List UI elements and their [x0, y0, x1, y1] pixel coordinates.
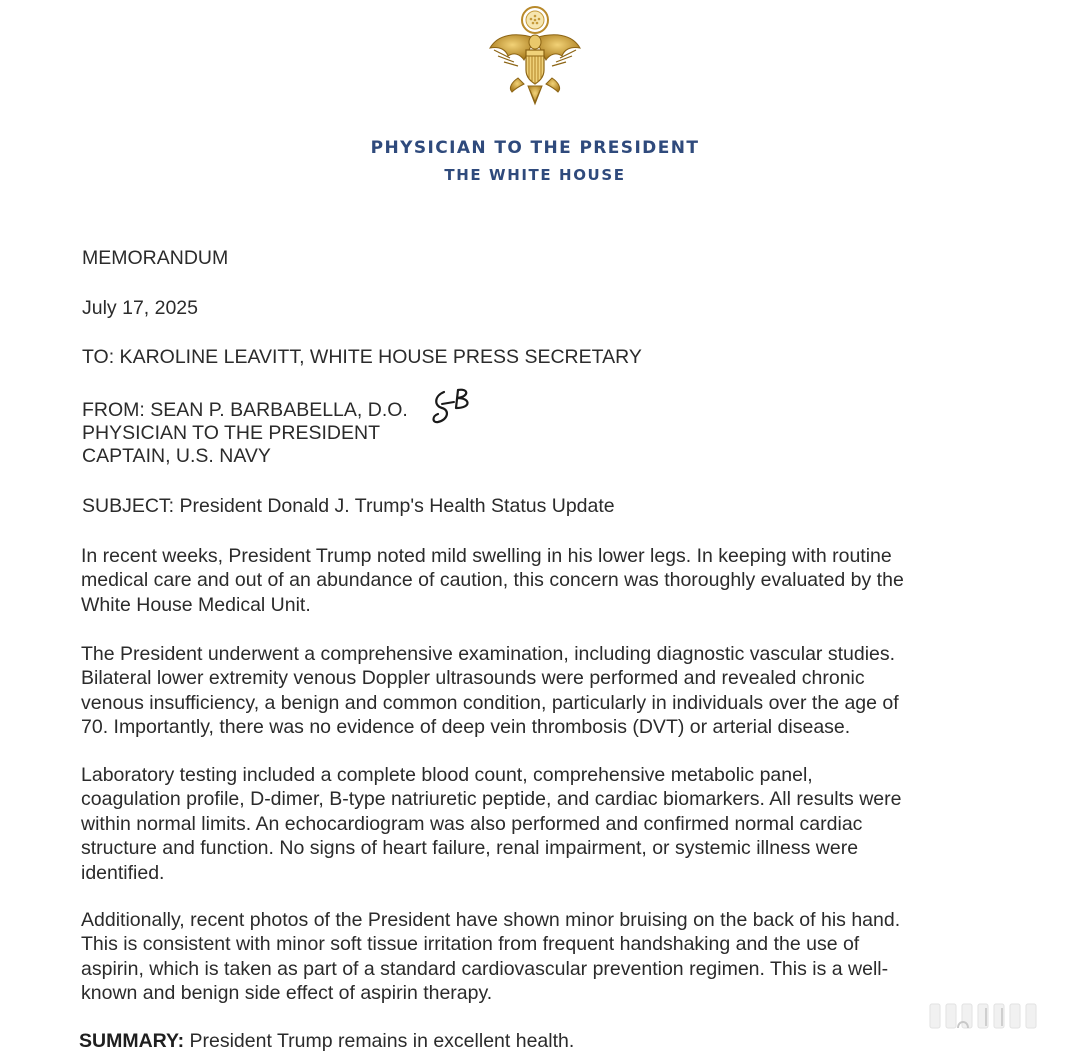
watermark-icon: [928, 1002, 1046, 1032]
paragraph-line: White House Medical Unit.: [81, 593, 311, 616]
paragraph-line: venous insufficiency, a benign and common condition, particularly in individuals over the age of: [81, 691, 899, 714]
paragraph-line: This is consistent with minor soft tissue irritation from frequent handshaking and the use of: [81, 933, 860, 956]
body-paragraph: [81, 544, 981, 617]
memo-from-rank: CAPTAIN, U.S. NAVY: [82, 445, 271, 467]
paragraph-line: known and benign side effect of aspirin therapy.: [81, 982, 493, 1005]
paragraph-line: 70. Importantly, there was no evidence of deep vein thrombosis (DVT) or arterial disease.: [81, 716, 851, 739]
memo-to: TO: KAROLINE LEAVITT, WHITE HOUSE PRESS SECRETARY: [82, 346, 642, 368]
paragraph-line: coagulation profile, D-dimer, B-type natriuretic peptide, and cardiac biomarkers. All results were: [81, 788, 902, 811]
body-paragraph: [81, 642, 981, 740]
paragraph-line: Bilateral lower extremity venous Doppler ultrasounds were performed and revealed chronic: [81, 667, 865, 690]
memo-from-name: FROM: SEAN P. BARBABELLA, D.O.: [82, 399, 408, 421]
paragraph-line: identified.: [81, 861, 165, 884]
summary-text: President Trump remains in excellent health.: [184, 1030, 575, 1052]
paragraph-line: structure and function. No signs of heart failure, renal impairment, or systemic illness were: [81, 837, 859, 860]
eagle-seal-icon: [486, 4, 584, 108]
paragraph-line: aspirin, which is taken as part of a standard cardiovascular prevention regimen. This is a well-: [81, 957, 889, 980]
summary-line: [79, 1029, 574, 1054]
paragraph-line: within normal limits. An echocardiogram was also performed and confirmed normal cardiac: [81, 812, 863, 835]
body-paragraph: [81, 763, 981, 885]
paragraph-line: The President underwent a comprehensive examination, including diagnostic vascular studies.: [81, 643, 896, 665]
letterhead-subtitle: THE WHITE HOUSE: [444, 166, 626, 184]
paragraph-line: Additionally, recent photos of the President have shown minor bruising on the back of his hand.: [81, 909, 901, 931]
letterhead-title: PHYSICIAN TO THE PRESIDENT: [370, 138, 700, 158]
paragraph-line: Laboratory testing included a complete blood count, comprehensive metabolic panel,: [81, 764, 813, 786]
memo-date: July 17, 2025: [82, 297, 199, 319]
memo-from-title: PHYSICIAN TO THE PRESIDENT: [82, 422, 380, 444]
signature-initials: [428, 386, 476, 432]
summary-label: SUMMARY:: [79, 1030, 185, 1052]
memo-subject: SUBJECT: President Donald J. Trump's Health Status Update: [82, 495, 615, 517]
paragraph-line: In recent weeks, President Trump noted mild swelling in his lower legs. In keeping with routine: [81, 545, 892, 567]
body-paragraph: [81, 908, 981, 1006]
memo-heading: MEMORANDUM: [82, 247, 229, 269]
paragraph-line: medical care and out of an abundance of caution, this concern was thoroughly evaluated by the: [81, 569, 904, 592]
